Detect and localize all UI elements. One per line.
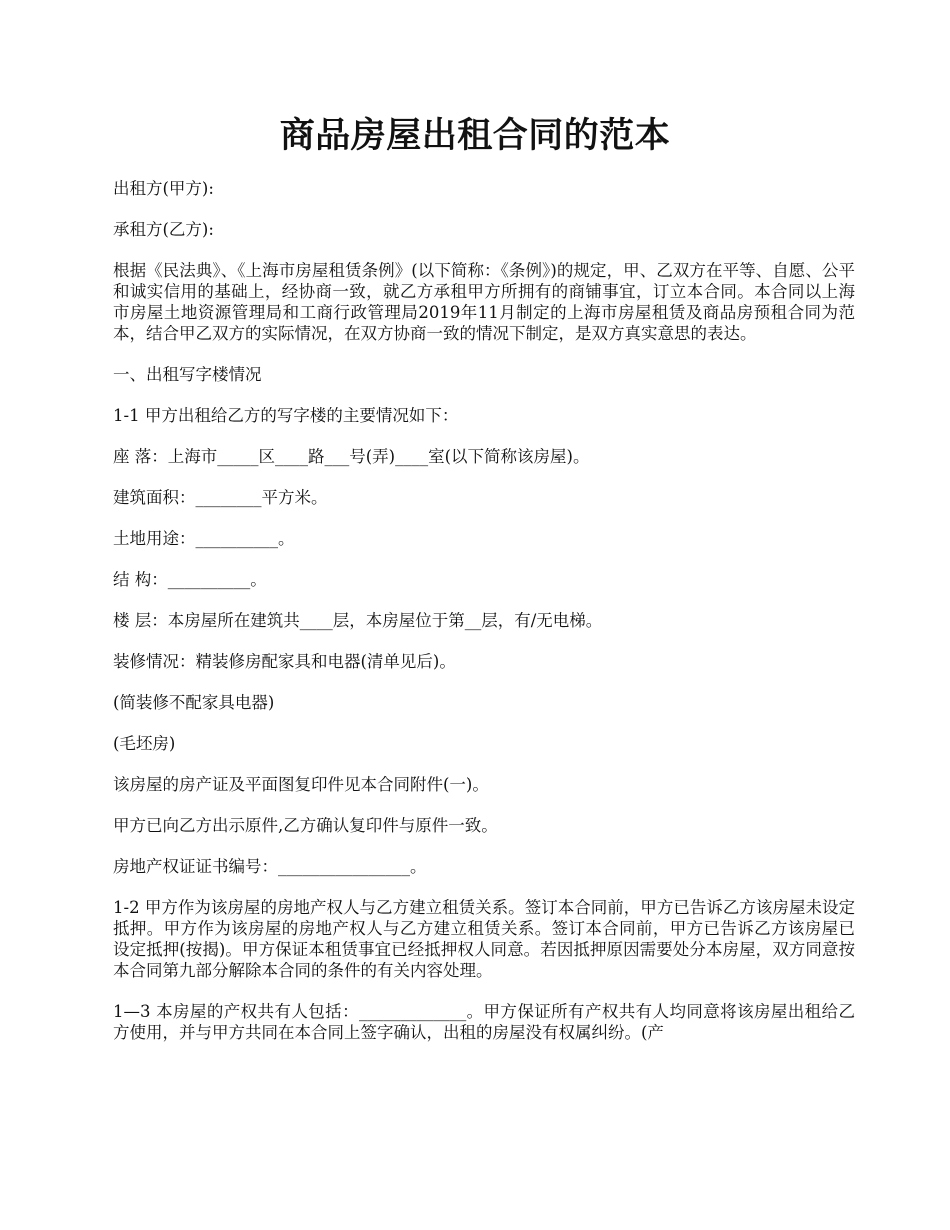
document-title: 商品房屋出租合同的范本 <box>279 115 671 156</box>
paragraph-certificate-number: 房地产权证证书编号：________________。 <box>113 857 427 876</box>
paragraph-floor: 楼 层：本房屋所在建筑共____层，本房屋位于第__层，有/无电梯。 <box>113 611 603 630</box>
paragraph-structure: 结 构：__________。 <box>113 570 267 589</box>
paragraph-lessee: 承租方(乙方): <box>113 220 214 239</box>
section-heading-1: 一、出租写字楼情况 <box>113 365 262 384</box>
paragraph-rough-house: (毛坯房) <box>113 734 176 753</box>
paragraph-1-2: 1-2 甲方作为该房屋的房地产权人与乙方建立租赁关系。签订本合同前，甲方已告诉乙方该房屋未设定抵押。甲方作为该房屋的房地产权人与乙方建立租赁关系。签订本合同前，甲方已告诉乙方该房屋已设定抵押(按揭)。甲方保证本租赁事宜已经抵押权人同意。若因抵押原因需要处分本房屋，双方同意按本合同第九部分解除本合同的条件的有关内容处理。 <box>113 898 855 980</box>
paragraph-location: 座 落：上海市_____区____路___号(弄)____室(以下简称该房屋)。 <box>113 447 590 466</box>
paragraph-land-use: 土地用途：__________。 <box>113 529 295 548</box>
paragraph-1-3: 1—3 本房屋的产权共有人包括：_____________。甲方保证所有产权共有人均同意将该房屋出租给乙方使用，并与甲方共同在本合同上签字确认，出租的房屋没有权属纠纷。(产 <box>113 1002 855 1042</box>
paragraph-lessor: 出租方(甲方): <box>113 179 214 198</box>
paragraph-attachment: 该房屋的房产证及平面图复印件见本合同附件(一)。 <box>113 775 489 794</box>
paragraph-preamble: 根据《民法典》、《上海市房屋租赁条例》(以下简称：《条例》)的规定，甲、乙双方在平等、自愿、公平和诚实信用的基础上，经协商一致，就乙方承租甲方所拥有的商铺事宜，订立本合同。本合同以上海市房屋土地资源管理局和工商行政管理局2019年11月制定的上海市房屋租赁及商品房预租合同为范本，结合甲乙双方的实际情况，在双方协商一致的情况下制定，是双方真实意思的表达。 <box>113 261 855 343</box>
paragraph-original-shown: 甲方已向乙方出示原件,乙方确认复印件与原件一致。 <box>113 816 498 835</box>
document-body <box>113 178 855 1063</box>
paragraph-simple-decoration: (简装修不配家具电器) <box>113 693 275 712</box>
paragraph-area: 建筑面积：________平方米。 <box>113 488 328 507</box>
paragraph-decoration: 装修情况：精装修房配家具和电器(清单见后)。 <box>113 652 456 671</box>
paragraph-1-1: 1-1 甲方出租给乙方的写字楼的主要情况如下： <box>113 406 459 425</box>
